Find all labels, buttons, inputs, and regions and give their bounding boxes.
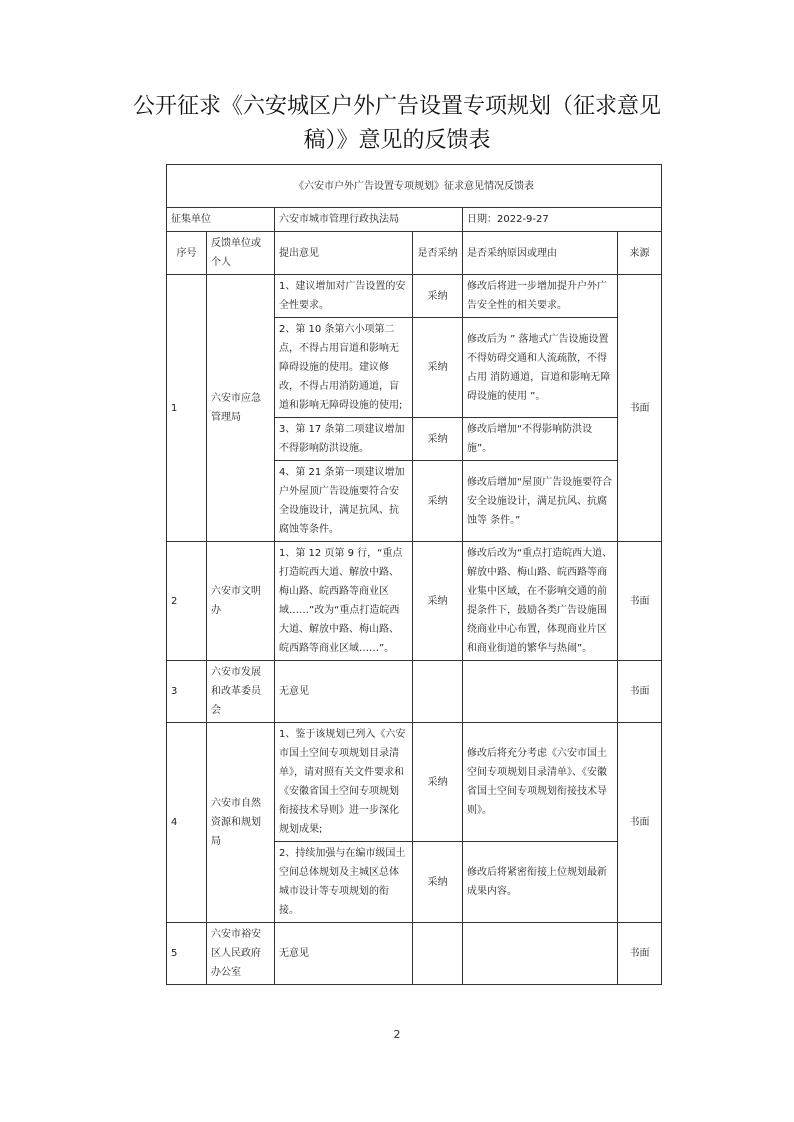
header-reason: 是否采纳原因或理由 <box>463 232 618 275</box>
table-row <box>167 661 662 723</box>
opinion-cell: 无意见 <box>275 923 413 985</box>
opinion-cell: 1、建议增加对广告设置的安全性要求。 <box>275 275 413 318</box>
header-unit: 反馈单位或个人 <box>207 232 275 275</box>
table-title: 《六安市户外广告设置专项规划》征求意见情况反馈表 <box>167 165 662 208</box>
adopt-cell: 采纳 <box>413 542 463 661</box>
info-row <box>167 208 662 232</box>
page-number: 2 <box>393 1028 401 1041</box>
row-number: 1 <box>167 275 207 542</box>
reason-cell: 修改后将紧密衔接上位规划最新成果内容。 <box>463 842 618 923</box>
header-opinion: 提出意见 <box>275 232 413 275</box>
row-number: 3 <box>167 661 207 723</box>
row-number: 5 <box>167 923 207 985</box>
table-row <box>167 542 662 661</box>
document-title-line-1: 公开征求《六安城区户外广告设置专项规划（征求意见 <box>132 94 661 119</box>
reason-cell: 修改后增加“屋顶广告设施要符合安全设施设计，满足抗风、抗腐蚀等 条件。” <box>463 461 618 542</box>
adopt-cell: 采纳 <box>413 842 463 923</box>
header-source: 来源 <box>618 232 662 275</box>
feedback-unit: 六安市发展和改革委员会 <box>207 661 275 723</box>
header-no: 序号 <box>167 232 207 275</box>
opinion-cell: 2、持续加强与在编市级国土空间总体规划及主城区总体城市设计等专项规划的衔接。 <box>275 842 413 923</box>
opinion-cell: 无意见 <box>275 661 413 723</box>
row-number: 4 <box>167 723 207 923</box>
header-row <box>167 232 662 275</box>
collecting-unit-value: 六安市城市管理行政执法局 <box>275 208 463 232</box>
feedback-unit: 六安市自然资源和规划局 <box>207 723 275 923</box>
row-number: 2 <box>167 542 207 661</box>
adopt-cell: 采纳 <box>413 723 463 842</box>
adopt-cell: 采纳 <box>413 318 463 418</box>
table-title-row <box>167 165 662 208</box>
adopt-cell <box>413 661 463 723</box>
feedback-table <box>166 164 662 985</box>
opinion-cell: 2、第 10 条第六小项第二点，不得占用盲道和影响无障碍设施的使用。建议修改，不得占用消防通道，盲道和影响无障碍设施的使用; <box>275 318 413 418</box>
reason-cell: 修改后改为“重点打造皖西大道、解放中路、梅山路、皖西路等商业集中区域，在不影响交通的前提条件下，鼓励各类广告设施围绕商业中心布置，体现商业片区和商业街道的繁华与热闹”。 <box>463 542 618 661</box>
adopt-cell <box>413 923 463 985</box>
table-row <box>167 275 662 318</box>
table-row <box>167 923 662 985</box>
source-cell: 书面 <box>618 275 662 542</box>
reason-cell: 修改后将充分考虑《六安市国土空间专项规划目录清单》、《安徽省国土空间专项规划衔接技术导则》。 <box>463 723 618 842</box>
date-text: 日期：2022-9-27 <box>463 208 662 232</box>
adopt-cell: 采纳 <box>413 418 463 461</box>
opinion-cell: 1、鉴于该规划已列入《六安市国土空间专项规划目录清单》，请对照有关文件要求和《安徽省国土空间专项规划衔接技术导则》进一步深化规划成果; <box>275 723 413 842</box>
reason-cell: 修改后为 ” 落地式广告设施设置不得妨碍交通和人流疏散，不得占用 消防通道，盲道和影响无障碍设施的使用 ”。 <box>463 318 618 418</box>
source-cell: 书面 <box>618 923 662 985</box>
collecting-unit-label: 征集单位 <box>167 208 275 232</box>
feedback-unit: 六安市文明办 <box>207 542 275 661</box>
feedback-table-container <box>166 164 661 985</box>
feedback-unit: 六安市应急管理局 <box>207 275 275 542</box>
reason-cell <box>463 661 618 723</box>
feedback-unit: 六安市裕安区人民政府办公室 <box>207 923 275 985</box>
feedback-table-body <box>167 165 662 985</box>
adopt-cell: 采纳 <box>413 275 463 318</box>
document-title-line-2: 稿）》意见的反馈表 <box>303 128 491 153</box>
opinion-cell: 3、第 17 条第二项建议增加不得影响防洪设施。 <box>275 418 413 461</box>
adopt-cell: 采纳 <box>413 461 463 542</box>
reason-cell: 修改后增加“不得影响防洪设施”。 <box>463 418 618 461</box>
document-title <box>60 90 734 158</box>
source-cell: 书面 <box>618 542 662 661</box>
reason-cell <box>463 923 618 985</box>
source-cell: 书面 <box>618 661 662 723</box>
header-adopt: 是否采纳 <box>413 232 463 275</box>
table-row <box>167 723 662 842</box>
reason-cell: 修改后将进一步增加提升户外广告安全性的相关要求。 <box>463 275 618 318</box>
source-cell: 书面 <box>618 723 662 923</box>
opinion-cell: 1、第 12 页第 9 行，“重点打造皖西大道、解放中路、梅山路、皖西路等商业区域……”改为“重点打造皖西大道、解放中路、梅山路、皖西路等商业区域……”。 <box>275 542 413 661</box>
opinion-cell: 4、第 21 条第一项建议增加户外屋顶广告设施要符合安全设施设计，满足抗风、抗腐蚀等条件。 <box>275 461 413 542</box>
